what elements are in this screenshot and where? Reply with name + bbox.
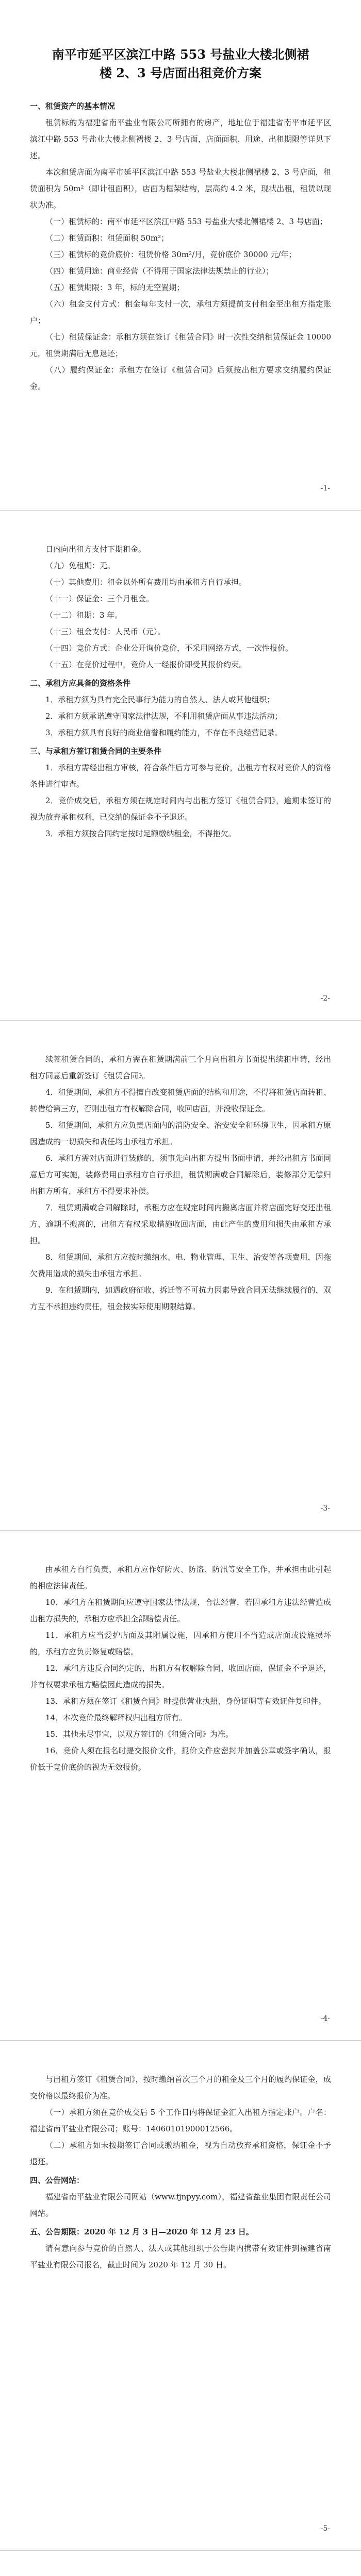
paragraph: （三）租赁标的竞价底价：租赁价格 30m²/月，竞价底价 30000 元/年； bbox=[45, 250, 297, 259]
paragraph: 本次租赁店面为南平市延平区滨江中路 553 号盐业大楼北侧裙楼 2、3 号店面，租赁面积为 50m²（即计租面积），店面为框架结构，层高约 4.2 米，现状出租，租赁以现状为准。 bbox=[30, 167, 331, 210]
paragraph: 日内向出租方支付下期租金。 bbox=[45, 545, 146, 554]
paragraph: （四）租赁用途：商业经营（不得用于国家法律法规禁止的行业）； bbox=[45, 266, 274, 276]
paragraph: （十五）在竞价过程中，竞价人一经报价即受其报价约束。 bbox=[45, 660, 247, 669]
paragraph: 与出租方签订《租赁合同》，按时缴纳首次三个月的租金及三个月的履约保证金，成交价格以最终报价为准。 bbox=[30, 2075, 331, 2100]
document-page bbox=[0, 510, 361, 1020]
section-heading: 一、租赁资产的基本情况 bbox=[30, 101, 116, 111]
paragraph: 租赁标的为福建省南平盐业有限公司所拥有的房产，地址位于福建省南平市延平区滨江中路 553 号盐业大楼北侧裙楼 2、3 号店面，店面面积、用途、出租期限等详见下述。 bbox=[30, 118, 331, 160]
paragraph: （十三）租金支付：人民币（元）。 bbox=[45, 627, 166, 636]
page-number: -4- bbox=[320, 2014, 330, 2023]
section-heading: 四、公告网站： bbox=[30, 2176, 85, 2185]
page-number: -2- bbox=[320, 994, 330, 1003]
paragraph: （二）承租方如未按期签订合同或缴纳租金，视为自动放弃承租资格，保证金不予退还。 bbox=[30, 2141, 331, 2166]
paragraph: （二）租赁面积：租赁面积 50m²； bbox=[45, 233, 169, 243]
page-number: -3- bbox=[320, 1504, 330, 1513]
paragraph: （五）租赁期限：3 年，标的无空置期； bbox=[45, 283, 185, 292]
paragraph: 8．租赁期间，承租方应按时缴纳水、电、物业管理、卫生、治安等各项费用，因拖欠费用造成的损失由承租方承担。 bbox=[30, 1252, 331, 1278]
paragraph: 9．在租赁期内，如遇政府征收、拆迁等不可抗力因素导致合同无法继续履行的，双方互不承担违约责任，租金按实际使用期限结算。 bbox=[30, 1285, 331, 1311]
paragraph: 3．承租方须按合同约定按时足额缴纳租金，不得拖欠。 bbox=[45, 829, 236, 838]
document-page bbox=[0, 0, 361, 510]
document-page bbox=[0, 2550, 361, 2576]
page-divider bbox=[0, 2550, 361, 2551]
paragraph: （十四）竞价方式：企业公开询价竞价，不采用网络方式，一次性报价。 bbox=[45, 643, 293, 653]
paragraph: （九）免租期：无。 bbox=[45, 561, 116, 570]
paragraph: 6．承租方需对店面进行装修的，须事先向出租方提出书面申请，并经出租方书面同意后方可实施，装修费用由承租方自行承担，租赁期满或合同解除后，装修部分无偿归出租方所有，承租方不得要求补偿。 bbox=[30, 1154, 331, 1196]
paragraph: 7．租赁期满或合同解除时，承租方应在规定时间内搬离店面并将店面完好交还出租方，逾期不搬离的，出租方有权采取措施收回店面，由此产生的费用和损失由承租方承担。 bbox=[30, 1203, 331, 1245]
paragraph: 福建省南平盐业有限公司网站（www.fjnpyy.com），福建省盐业集团有限责任公司网站。 bbox=[30, 2192, 331, 2218]
paragraph: （十）其他费用：租金以外所有费用均由承租方自行承担。 bbox=[45, 578, 247, 587]
paragraph: 11．承租方应当爱护店面及其附属设施，因承租方使用不当造成店面或设施损坏的，承租方应负责修复或赔偿。 bbox=[30, 1631, 331, 1656]
paragraph: 13．承租方须在签订《租赁合同》时提供营业执照、身份证明等有效证件复印件。 bbox=[45, 1697, 326, 1706]
paragraph: 4．租赁期间，承租方不得擅自改变租赁店面的结构和用途，不得将租赁店面转租、转借给第三方，否则出租方有权解除合同，收回店面，并没收保证金。 bbox=[30, 1088, 331, 1113]
document-page bbox=[0, 2040, 361, 2550]
paragraph: （十一）保证金：三个月租金。 bbox=[45, 594, 154, 603]
paragraph: （一）租赁标的：南平市延平区滨江中路 553 号盐业大楼北侧裙楼 2、3 号店面； bbox=[45, 217, 327, 226]
paragraph: （六）租金支付方式：租金每年支付一次，承租方须提前支付租金至出租方指定账户； bbox=[30, 299, 331, 325]
paragraph: 3．承租方须具有良好的商业信誉和履约能力，不存在不良经营记录。 bbox=[45, 728, 283, 737]
page-divider bbox=[0, 1020, 361, 1021]
paragraph: 10．承租方在租赁期间应遵守国家法律法规，合法经营，若因承租方违法经营造成出租方损失的，承租方应承担全部赔偿责任。 bbox=[30, 1598, 331, 1623]
page-divider bbox=[0, 510, 361, 511]
paragraph: （八）履约保证金：承租方在签订《租赁合同》后须按出租方要求交纳履约保证金。 bbox=[30, 365, 331, 391]
paragraph: 1．承租方需经出租方审核，符合条件后方可参与竞价，出租方有权对竞价人的资格条件进行审查。 bbox=[30, 763, 331, 789]
paragraph: 2．承租方须承诺遵守国家法律法规，不利用租赁店面从事违法活动； bbox=[45, 711, 283, 721]
page-number: -5- bbox=[320, 2524, 330, 2533]
document-title: 南平市延平区滨江中路 553 号盐业大楼北侧裙楼 2、3 号店面出租竞价方案 bbox=[52, 47, 309, 80]
paragraph: 2．竞价成交后，承租方须在规定时间内与出租方签订《租赁合同》，逾期未签订的视为放弃承租权利，已交纳的保证金不予退还。 bbox=[30, 796, 331, 822]
paragraph: （十二）租期：3 年。 bbox=[45, 611, 123, 620]
paragraph: 5．租赁期间，承租方应负责店面内的消防安全、治安安全和环境卫生，因承租方原因造成的一切损失和责任均由承租方承担。 bbox=[30, 1121, 331, 1146]
paragraph: （一）承租方须在竞价成交后 5 个工作日内将保证金汇入出租方指定账户。户名：福建省南平盐业有限公司；账号：14060101900012566。 bbox=[30, 2108, 331, 2133]
paragraph: 1．承租方须为具有完全民事行为能力的自然人、法人或其他组织； bbox=[45, 695, 275, 704]
section-heading: 三、与承租方签订租赁合同的主要条件 bbox=[30, 747, 162, 756]
section-heading: 五、公告期限：2020 年 12 月 3 日—2020 年 12 月 23 日。 bbox=[30, 2227, 254, 2236]
page-divider bbox=[0, 2040, 361, 2041]
document-page bbox=[0, 1530, 361, 2040]
page-number: -1- bbox=[320, 484, 330, 493]
paragraph: 14．本次竞价最终解释权归出租方所有。 bbox=[45, 1713, 187, 1722]
paragraph: 12．承租方违反合同约定的，出租方有权解除合同，收回店面，保证金不予退还，并有权要求承租方赔偿因此造成的损失。 bbox=[30, 1664, 331, 1689]
paragraph: 请有意向参与竞价的自然人、法人或其他组织于公告期内携带有效证件到福建省南平盐业有限公司报名，截止时间为 2020 年 12 月 30 日。 bbox=[30, 2244, 331, 2269]
section-heading: 二、承租方应具备的资格条件 bbox=[30, 679, 131, 688]
paragraph: 续签租赁合同的，承租方需在租赁期满前三个月向出租方书面提出续租申请，经出租方同意后重新签订《租赁合同》。 bbox=[30, 1055, 331, 1080]
document-page bbox=[0, 1020, 361, 1530]
paragraph: 由承租方自行负责，承租方应作好防火、防盗、防汛等安全工作，并承担由此引起的相应法律责任。 bbox=[30, 1565, 331, 1590]
paragraph: 15．其他未尽事宜，以双方签订的《租赁合同》为准。 bbox=[45, 1730, 234, 1739]
paragraph: 16．竞价人须在报名时提交报价文件，报价文件应密封并加盖公章或签字确认，报价低于竞价底价的视为无效报价。 bbox=[30, 1746, 331, 1772]
paragraph: （七）租赁保证金：承租方须在签订《租赁合同》时一次性交纳租赁保证金 10000 元，租赁期满后无息退还； bbox=[30, 332, 331, 358]
page-divider bbox=[0, 1530, 361, 1531]
